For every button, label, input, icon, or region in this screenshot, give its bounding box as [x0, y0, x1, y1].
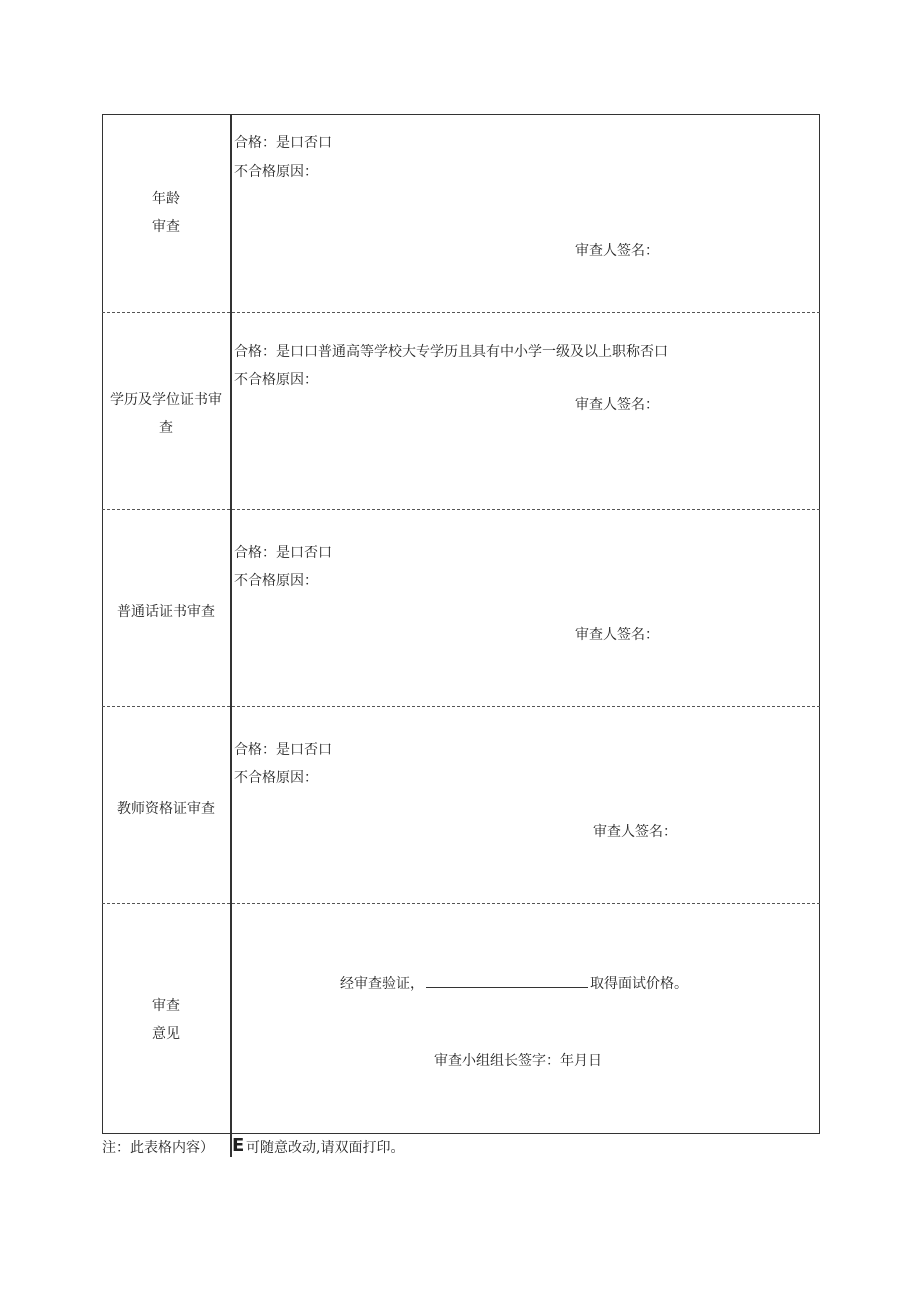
age-label-line1: 年龄 — [152, 191, 180, 207]
row-divider — [102, 903, 820, 905]
row-divider — [102, 706, 820, 708]
group-leader-signature-text: 审查小组组长签字：年月日 — [434, 1053, 602, 1069]
education-signer-text: 审查人签名： — [575, 397, 659, 413]
teacher-cert-review-label: 教师资格证审查 — [117, 801, 215, 817]
mandarin-reason-text: 不合格原因： — [234, 573, 318, 589]
opinion-label — [102, 992, 230, 1048]
footer-note-suffix: 可随意改动,请双面打印。 — [246, 1140, 405, 1156]
education-reason-text: 不合格原因： — [234, 372, 318, 388]
age-signer-text: 审查人签名： — [575, 243, 659, 259]
education-label-line1: 学历及学位证书审 — [110, 392, 222, 408]
opinion-label-line1: 审查 — [152, 998, 180, 1014]
age-reason-text: 不合格原因： — [234, 164, 318, 180]
footer-note-mark: E — [232, 1135, 245, 1156]
opinion-label-line2: 意见 — [152, 1026, 180, 1042]
age-qualified-text: 合格：是口否口 — [234, 135, 332, 151]
column-divider — [230, 114, 232, 1157]
row-divider — [102, 509, 820, 511]
education-qualified-text: 合格：是口口普通高等学校大专学历且具有中小学一级及以上职称否口 — [234, 344, 668, 360]
mandarin-signer-text: 审查人签名： — [575, 627, 659, 643]
mandarin-qualified-text: 合格：是口否口 — [234, 545, 332, 561]
teacher-cert-signer-text: 审查人签名： — [593, 824, 677, 840]
education-review-label — [102, 386, 230, 442]
verification-prefix: 经审查验证， — [340, 976, 424, 992]
footer-note-prefix: 注：此表格内容） — [102, 1140, 214, 1156]
verification-suffix: 取得面试价格。 — [590, 976, 688, 992]
teacher-cert-reason-text: 不合格原因： — [234, 770, 318, 786]
education-label-line2: 查 — [159, 420, 173, 436]
mandarin-review-label: 普通话证书审查 — [117, 604, 215, 620]
age-label-line2: 审查 — [152, 219, 180, 235]
age-review-label — [102, 185, 230, 241]
teacher-cert-qualified-text: 合格：是口否口 — [234, 742, 332, 758]
candidate-name-blank — [426, 975, 588, 988]
verification-statement — [340, 974, 688, 994]
row-divider — [102, 312, 820, 314]
